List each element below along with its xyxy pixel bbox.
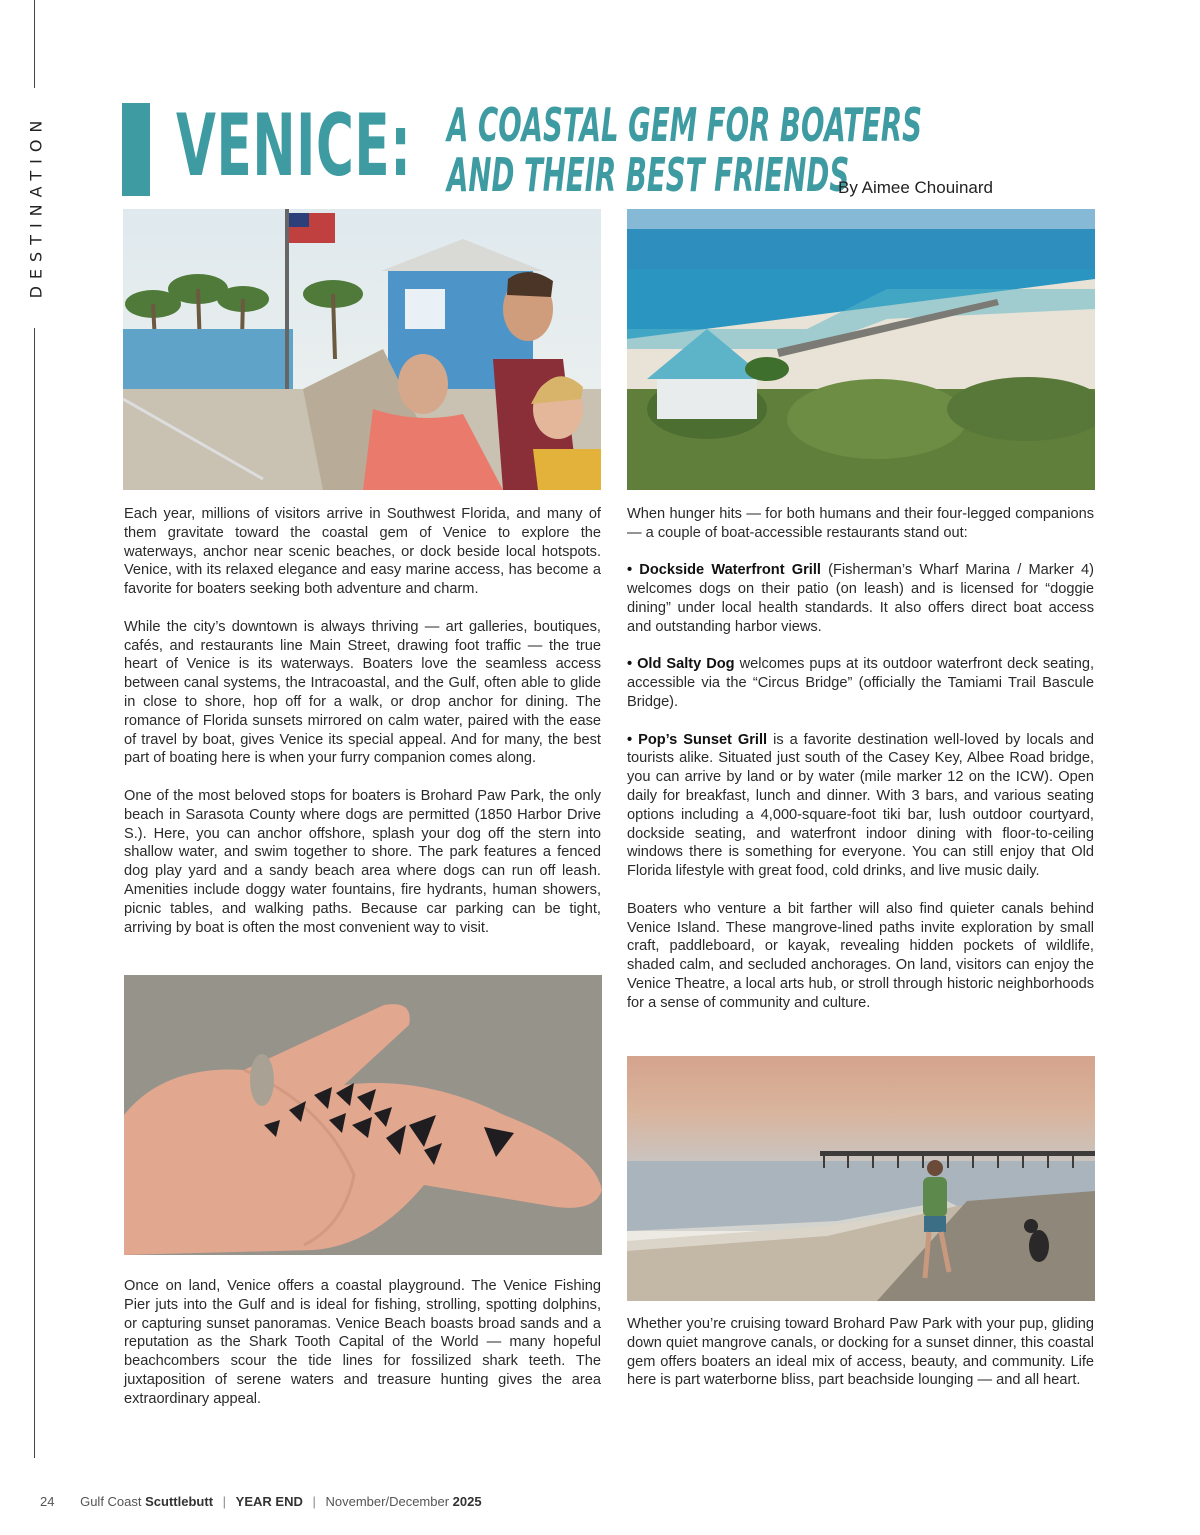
footer-separator: | xyxy=(222,1494,227,1509)
side-rule-bottom xyxy=(34,328,35,1458)
page-number: 24 xyxy=(40,1494,55,1509)
page-footer xyxy=(40,1494,482,1509)
right-column-text xyxy=(627,505,1094,1031)
paragraph-closing: Whether you’re cruising toward Brohard Paw Park with your pup, gliding down quiet mangrove canals, or docking for a sunset dinner, this coastal gem offers boaters an ideal mix of access, beauty, and community. Life here is part waterborne bliss, part beachside lounging — and all heart. xyxy=(627,1316,1094,1389)
restaurant-old-salty-dog xyxy=(627,655,1094,711)
photo-aerial-pier xyxy=(627,209,1095,490)
magazine-name: Scuttlebutt xyxy=(145,1494,214,1509)
headline-sub-line2: AND THEIR BEST FRIENDS xyxy=(447,148,850,202)
restaurant-old-salty-dog-name: • Old Salty Dog xyxy=(627,656,735,673)
issue-label: YEAR END xyxy=(235,1494,303,1509)
restaurant-pops-name: • Pop’s Sunset Grill xyxy=(627,731,768,748)
side-rule-top xyxy=(34,0,35,88)
left-column-text-bottom xyxy=(124,1277,601,1427)
headline-main: VENICE: xyxy=(176,96,412,196)
restaurant-pops-text: is a favorite destination well-loved by locals and tourists alike. Situated just south of the Casey Key, Albee Road bridge, you can arrive by land or by water (mile marker 12 on the ICW). Open daily for breakfast, lunch and dinner. With 3 bars, and various seating options including a 4,000-square-foot tiki bar, lush outdoor courtyard, dockside seating, and waterfront indoor dining with floor-to-ceiling windows there is something for everyone. You can still enjoy that Old Florida lifestyle with great food, cold drinks, and live music daily. xyxy=(627,731,1094,880)
paragraph-on-land: Once on land, Venice offers a coastal playground. The Venice Fishing Pier juts into the Gulf and is ideal for fishing, strolling, spotting dolphins, or capturing sunset panoramas. Venice Beach boasts broad sands and a reputation as the Shark Tooth Capital of the World — many hopeful beachcombers scour the tide lines for fossilized shark teeth. The juxtaposition of serene waters and treasure hunting gives the area extraordinary appeal. xyxy=(124,1278,601,1407)
paragraph-canals: Boaters who venture a bit farther will also find quieter canals behind Venice Island. These mangrove-lined paths invite exploration by small craft, paddleboard, or kayak, revealing hidden pockets of wildlife, shaded calm, and secluded anchorages. On land, visitors can enjoy the Venice Theatre, a local arts hub, or stroll through historic neighborhoods for a sense of community and culture. xyxy=(627,900,1094,1011)
restaurant-dockside-name: • Dockside Waterfront Grill xyxy=(627,562,821,579)
footer-separator: | xyxy=(312,1494,316,1509)
photo-sunset-beach xyxy=(627,1056,1095,1301)
photo-family-pier xyxy=(123,209,601,490)
byline: By Aimee Chouinard xyxy=(838,178,993,197)
paragraph-paw-park: One of the most beloved stops for boaters is Brohard Paw Park, the only beach in Sarasota County where dogs are permitted (1850 Harbor Drive S.). Here, you can anchor offshore, splash your dog off the stern into shallow water, and swim together to shore. The park features a fenced dog play yard and a sandy beach area where dogs can run off leash. Amenities include doggy water fountains, fire hydrants, human showers, picnic tables, and walking paths. Because car parking can be tight, arriving by boat is often the most convenient way to visit. xyxy=(124,787,601,936)
restaurant-old-salty-dog-text: welcomes pups at its outdoor waterfront deck seating, accessible via the “Circus Bridge” (officially the Tamiami Trail Bascule Bridge). xyxy=(627,656,1095,710)
restaurant-pops xyxy=(627,731,1094,881)
restaurant-dockside xyxy=(627,561,1094,636)
left-column-text xyxy=(124,505,601,956)
paragraph-downtown: While the city’s downtown is always thriving — art galleries, boutiques, cafés, and restaurants line Main Street, drawing foot traffic — the true heart of Venice is its waterways. Boaters love the seamless access between canal systems, the Intracoastal, and the Gulf, often able to glide in close to shore, hop off for a walk, or drop anchor for dining. The romance of Florida sunsets mirrored on calm water, paired with the ease of travel by boat, gives Venice its special appeal. And for many, the best part of boating here is when your furry companion comes along. xyxy=(124,618,601,767)
restaurant-dockside-text: (Fisherman’s Wharf Marina / Marker 4) welcomes dogs on their patio (on leash) and is licensed for “doggie dining” under local health standards. It also offers direct boat access and outstanding harbor views. xyxy=(627,562,1094,635)
headline-sub-line1: A COASTAL GEM FOR BOATERS xyxy=(447,98,922,152)
paragraph-hunger: When hunger hits — for both humans and their four-legged companions — a couple of boat-accessible restaurants stand out: xyxy=(627,506,1094,541)
headline-accent-bar xyxy=(122,103,150,196)
right-column-text-bottom xyxy=(627,1315,1094,1409)
magazine-prefix: Gulf Coast xyxy=(80,1494,142,1509)
issue-date: November/December xyxy=(325,1494,450,1509)
photo-shark-teeth xyxy=(124,975,602,1255)
paragraph-intro: Each year, millions of visitors arrive in Southwest Florida, and many of them gravitate toward the coastal gem of Venice to explore the waterways, anchor near scenic beaches, or dock beside local hotspots. Venice, with its relaxed elegance and easy marine access, has become a favorite for boaters seeking both adventure and charm. xyxy=(124,506,601,598)
section-label: DESTINATION xyxy=(26,113,46,299)
issue-year: 2025 xyxy=(452,1494,482,1509)
